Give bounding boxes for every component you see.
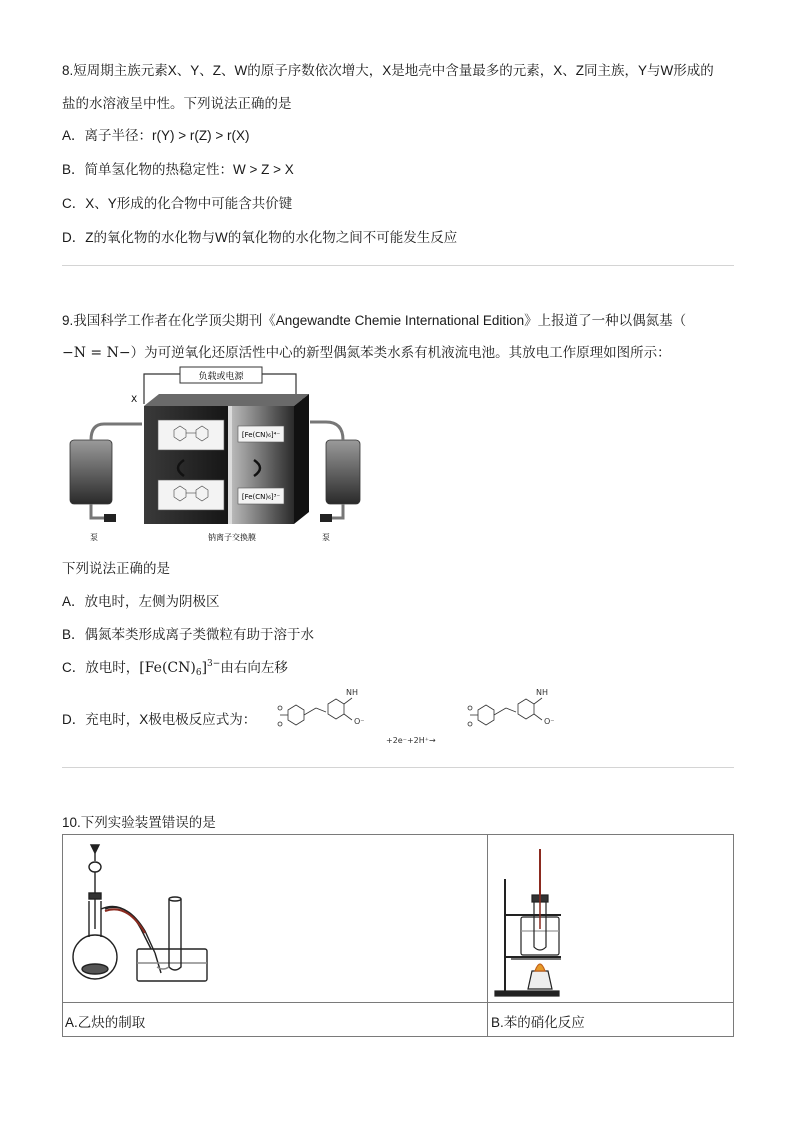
cell-side-face	[294, 394, 309, 524]
left-storage-tank	[70, 440, 112, 504]
acetylene-apparatus-drawing	[65, 839, 215, 999]
option-label: C．	[62, 196, 86, 211]
q9-option-d[interactable]	[62, 708, 256, 728]
option-text: Z的氧化物的水化物与W的氧化物的水化物之间不可能发生反应	[85, 230, 458, 245]
left-pump-label: 泵	[90, 533, 98, 542]
svg-text:NH: NH	[536, 688, 548, 697]
caption-a: A.乙炔的制取	[65, 1015, 146, 1030]
option-label: D．	[62, 712, 86, 727]
q9-prompt: 下列说法正确的是	[62, 561, 170, 576]
option-label: D．	[62, 230, 86, 245]
option-text: 偶氮苯类形成离子类微粒有助于溶于水	[84, 627, 315, 642]
q9-stem-line1: 9.我国科学工作者在化学顶尖期刊《Angewandte Chemie International Edition》上报道了一种以偶氮基（	[62, 313, 687, 328]
flow-battery-figure	[64, 364, 364, 544]
option-text: X、Y形成的化合物中可能含共价键	[85, 196, 293, 211]
divider	[62, 265, 734, 266]
table-column-divider	[487, 835, 488, 1036]
membrane-label: 钠离子交换膜	[208, 533, 256, 542]
q9-option-b[interactable]	[62, 623, 314, 643]
reaction-arrow-label: +2e⁻+2H⁺→	[386, 736, 436, 745]
left-pump	[104, 514, 116, 522]
option-text-after: 由右向左移	[220, 660, 288, 675]
option-text: 放电时，左侧为阴极区	[84, 594, 220, 609]
q9-stem-rest: ）为可逆氧化还原活性中心的新型偶氮苯类水系有机液流电池。其放电工作原理如图所示：	[130, 345, 671, 360]
right-storage-tank	[326, 440, 360, 504]
option-label: A．	[62, 128, 85, 143]
q9-option-a[interactable]	[62, 590, 220, 610]
table-row-divider	[63, 1002, 733, 1003]
nitration-apparatus-drawing	[491, 839, 581, 999]
q10-stem: 10.下列实验装置错误的是	[62, 815, 216, 830]
q9-option-c[interactable]	[62, 656, 288, 678]
right-pump-label: 泵	[322, 533, 330, 542]
option-label: B．	[62, 162, 85, 177]
load-label: 负载或电源	[198, 372, 244, 382]
option-text: 充电时，X极电极反应式为：	[85, 712, 257, 727]
azo-molecule-panel-top	[158, 420, 224, 450]
option-label: B．	[62, 627, 85, 642]
q8-option-d[interactable]	[62, 226, 457, 246]
ferricyanide-formula: $[Fe(CN)_6]^{3-}$	[139, 659, 221, 678]
apparatus-table	[62, 834, 734, 1037]
q8-stem-line1: 8.短周期主族元素X、Y、Z、W的原子序数依次增大，X是地壳中含量最多的元素，X、Z同主族，Y与W形成的	[62, 63, 714, 78]
cell-top-face	[144, 394, 309, 406]
q9-stem-line2	[62, 341, 671, 361]
electrode-x-label: X	[131, 395, 138, 405]
divider	[62, 767, 734, 768]
azo-group-formula: −N = N−	[62, 345, 131, 361]
ion-exchange-membrane	[228, 406, 232, 524]
option-label: C．	[62, 660, 86, 675]
ion-label-bottom: [Fe(CN)₆]³⁻	[241, 493, 281, 501]
right-outlet-pipe	[310, 422, 343, 440]
caption-b: B.苯的硝化反应	[491, 1015, 585, 1030]
q8-stem-line2: 盐的水溶液呈中性。下列说法正确的是	[62, 96, 292, 111]
svg-text:NH: NH	[346, 688, 358, 697]
option-text: 简单氢化物的热稳定性：W > Z > X	[84, 162, 294, 177]
q8-option-b[interactable]	[62, 158, 294, 178]
option-label: A．	[62, 594, 85, 609]
left-outlet-pipe	[91, 424, 142, 440]
svg-text:O⁻: O⁻	[544, 717, 555, 726]
hydrazo-product-structure	[468, 698, 542, 726]
azo-reactant-structure	[278, 698, 352, 726]
option-text: 离子半径：r(Y) > r(Z) > r(X)	[84, 128, 250, 143]
azo-molecule-panel-bottom	[158, 480, 224, 510]
electrode-reaction-structures	[268, 680, 578, 750]
option-text-before: 放电时，	[85, 660, 140, 675]
svg-text:O⁻: O⁻	[354, 717, 365, 726]
q8-option-c[interactable]	[62, 192, 292, 212]
q8-option-a[interactable]	[62, 124, 250, 144]
right-pump	[320, 514, 332, 522]
ion-label-top: [Fe(CN)₆]⁴⁻	[241, 431, 281, 439]
cell-right-chamber	[230, 406, 294, 524]
